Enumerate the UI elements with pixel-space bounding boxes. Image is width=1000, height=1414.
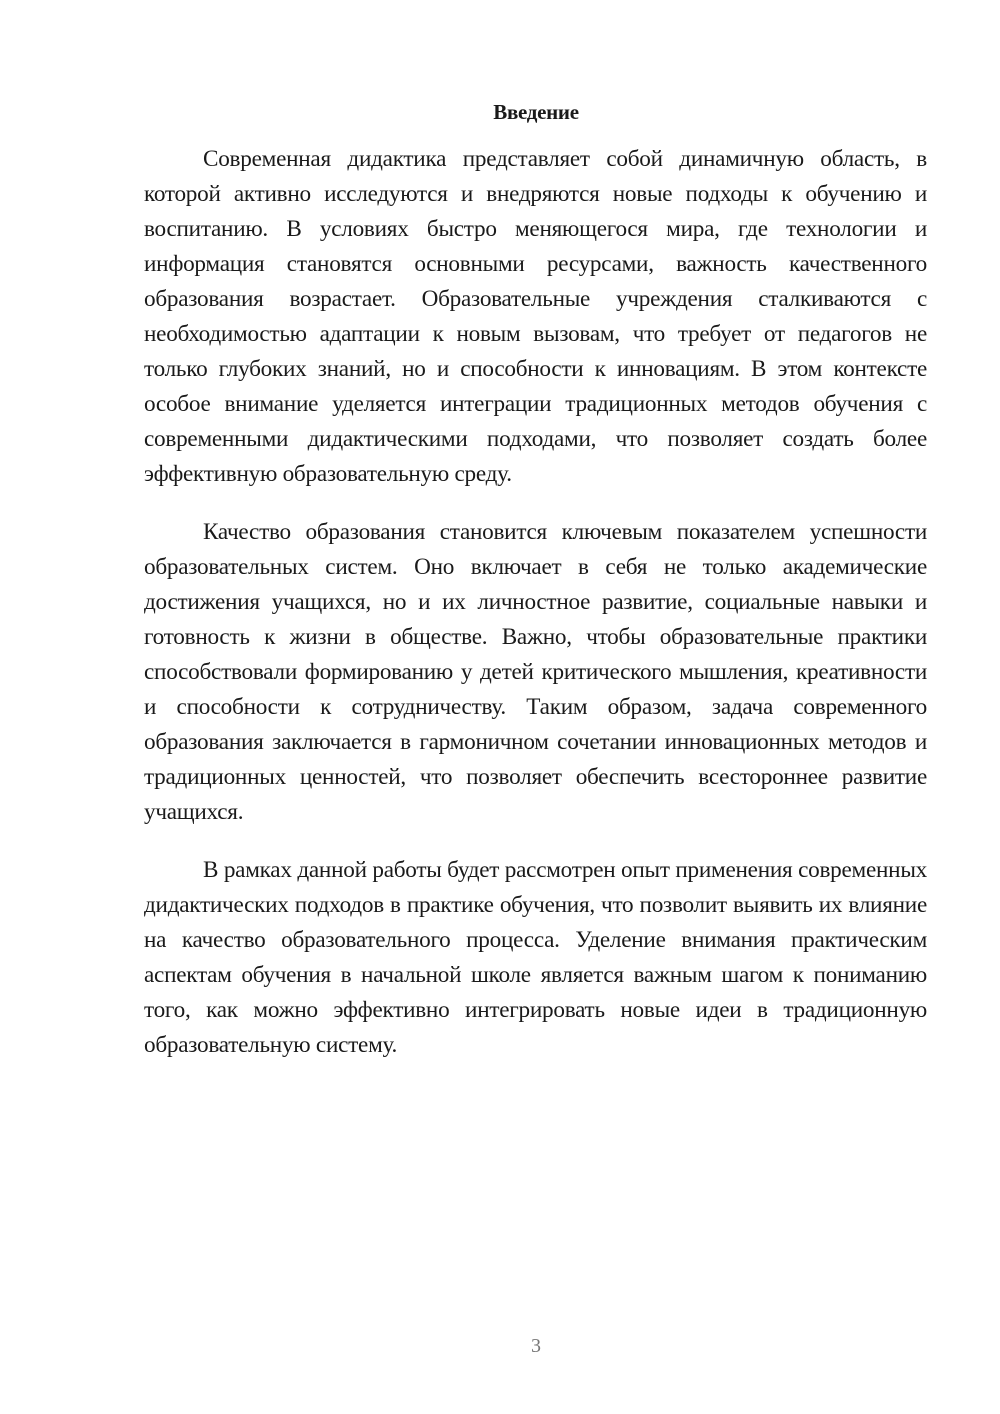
section-heading: Введение: [493, 100, 579, 124]
paragraph: Качество образования становится ключевым показателем успешности образовательных систем. Оно включает в себя не только академические достижения учащихся, но и их личностное развитие, социальные навыки и готовность к жизни в обществе. Важно, чтобы образовательные практики способствовали формированию у детей критического мышления, креативности и способности к сотрудничеству. Таким образом, задача современного образования заключается в гармоничном сочетании инновационных методов и традиционных ценностей, что позволяет обеспечить всестороннее развитие учащихся.: [144, 519, 927, 825]
page-number: 3: [531, 1335, 541, 1357]
paragraph: Современная дидактика представляет собой динамичную область, в которой активно исследуются и внедряются новые подходы к обучению и воспитанию. В условиях быстро меняющегося мира, где технологии и информация становятся основными ресурсами, важность качественного образования возрастает. Образовательные учреждения сталкиваются с необходимостью адаптации к новым вызовам, что требует от педагогов не только глубоких знаний, но и способности к инновациям. В этом контексте особое внимание уделяется интеграции традиционных методов обучения с современными дидактическими подходами, что позволяет создать более эффективную образовательную среду.: [144, 146, 927, 487]
paragraph-1-block: [144, 142, 927, 492]
paragraph: В рамках данной работы будет рассмотрен опыт применения современных дидактических подходов в практике обучения, что позволит выявить их влияние на качество образовательного процесса. Уделение внимания практическим аспектам обучения в начальной школе является важным шагом к пониманию того, как можно эффективно интегрировать новые идеи в традиционную образовательную систему.: [144, 857, 927, 1058]
paragraph-2-block: [144, 515, 927, 830]
paragraph-3-block: [144, 853, 927, 1063]
